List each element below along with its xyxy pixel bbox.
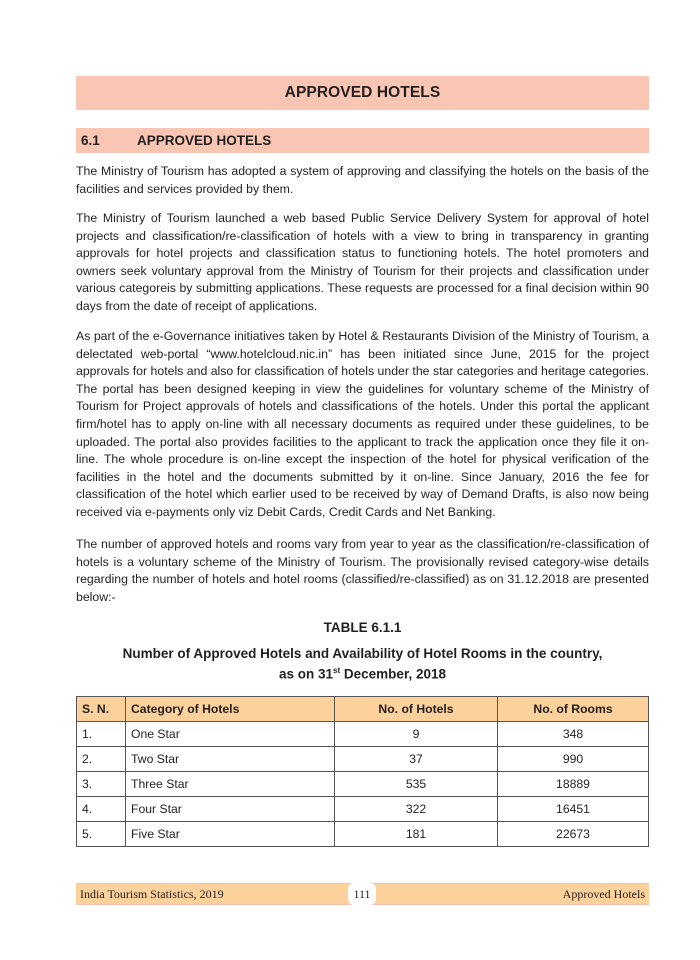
section-title: APPROVED HOTELS bbox=[137, 133, 272, 148]
cell-category: Three Star bbox=[126, 772, 335, 797]
caption-date-prefix: as on 31 bbox=[279, 666, 334, 682]
cell-rooms: 348 bbox=[498, 722, 649, 747]
caption-date-sup: st bbox=[333, 666, 341, 675]
chapter-banner bbox=[76, 76, 649, 110]
paragraph-1: The Ministry of Tourism has adopted a system of approving and classifying the hotels on the basis of the facilities and services provided by them. bbox=[76, 164, 649, 196]
paragraph-3: As part of the e-Governance initiatives taken by Hotel & Restaurants Division of the Ministry of Tourism, a delectated web-portal “www.hotelcloud.nic.in” has been initiated since June, 2015 for the project approvals for hotels and also for classification of hotels under the star categories and heritage categories. The portal has been designed keeping in view the guidelines for voluntary scheme of the Ministry of Tourism for Project approvals of hotels and classifications of the hotels. Under this portal the applicant firm/hotel has to apply on-line with all necessary documents as required under these guidelines, to be uploaded. The portal also provides facilities to the applicant to track the application once they file it on-line. The whole procedure is on-line except the inspection of the hotel for physical verification of the facilities in the hotel and the documents submitted by it on-line. Since January, 2016 the fee for classification of the hotel which earlier used to be received by way of Demand Drafts, is also now being received via e-payments only viz Debit Cards, Credit Cards and Net Banking. bbox=[76, 329, 649, 519]
paragraph-2: The Ministry of Tourism launched a web based Public Service Delivery System for approval of hotel projects and classification/re-classification of hotels with a view to bring in transparency in granting approvals for hotel projects and classification status to functioning hotels. The hotel promoters and owners seek voluntary approval from the Ministry of Tourism for their projects and classification under various categoreis by submitting applications. These requests are processed for a final decision within 90 days from the date of receipt of applications. bbox=[76, 211, 649, 313]
table-caption-line1: Number of Approved Hotels and Availability of Hotel Rooms in the country, bbox=[122, 646, 603, 661]
table-row bbox=[77, 772, 649, 797]
cell-hotels: 181 bbox=[335, 822, 498, 847]
cell-category: Five Star bbox=[126, 822, 335, 847]
cell-sn: 3. bbox=[77, 772, 126, 797]
cell-sn: 5. bbox=[77, 822, 126, 847]
caption-date-suffix: December, 2018 bbox=[340, 666, 446, 682]
cell-rooms: 22673 bbox=[498, 822, 649, 847]
cell-hotels: 535 bbox=[335, 772, 498, 797]
cell-rooms: 16451 bbox=[498, 797, 649, 822]
cell-rooms: 990 bbox=[498, 747, 649, 772]
cell-sn: 2. bbox=[77, 747, 126, 772]
table-row bbox=[77, 797, 649, 822]
cell-hotels: 322 bbox=[335, 797, 498, 822]
paragraph-4: The number of approved hotels and rooms vary from year to year as the classification/re-classification of hotels is a voluntary scheme of the Ministry of Tourism. The provisionally revised category-wise details regarding the number of hotels and hotel rooms (classified/re-classified) as on 31.12.2018 are presented below:- bbox=[76, 537, 649, 604]
cell-sn: 1. bbox=[77, 722, 126, 747]
cell-category: One Star bbox=[126, 722, 335, 747]
table-row bbox=[77, 722, 649, 747]
cell-sn: 4. bbox=[77, 797, 126, 822]
footer-chapter: Approved Hotels bbox=[562, 887, 645, 901]
page-footer bbox=[76, 883, 649, 905]
table-row bbox=[77, 822, 649, 847]
approved-hotels-table bbox=[76, 696, 649, 847]
header-sn: S. N. bbox=[77, 697, 126, 722]
header-rooms: No. of Rooms bbox=[498, 697, 649, 722]
section-number: 6.1 bbox=[81, 133, 100, 148]
cell-category: Four Star bbox=[126, 797, 335, 822]
table-label: TABLE 6.1.1 bbox=[323, 620, 402, 635]
cell-hotels: 37 bbox=[335, 747, 498, 772]
section-heading bbox=[76, 128, 649, 153]
table-row bbox=[77, 747, 649, 772]
chapter-title: APPROVED HOTELS bbox=[284, 84, 441, 101]
cell-hotels: 9 bbox=[335, 722, 498, 747]
table-header-row bbox=[77, 697, 649, 722]
cell-rooms: 18889 bbox=[498, 772, 649, 797]
cell-category: Two Star bbox=[126, 747, 335, 772]
header-hotels: No. of Hotels bbox=[335, 697, 498, 722]
table-caption-line2 bbox=[76, 666, 649, 682]
header-category: Category of Hotels bbox=[126, 697, 335, 722]
page-number: 111 bbox=[348, 883, 376, 905]
footer-publication: India Tourism Statistics, 2019 bbox=[80, 887, 224, 901]
